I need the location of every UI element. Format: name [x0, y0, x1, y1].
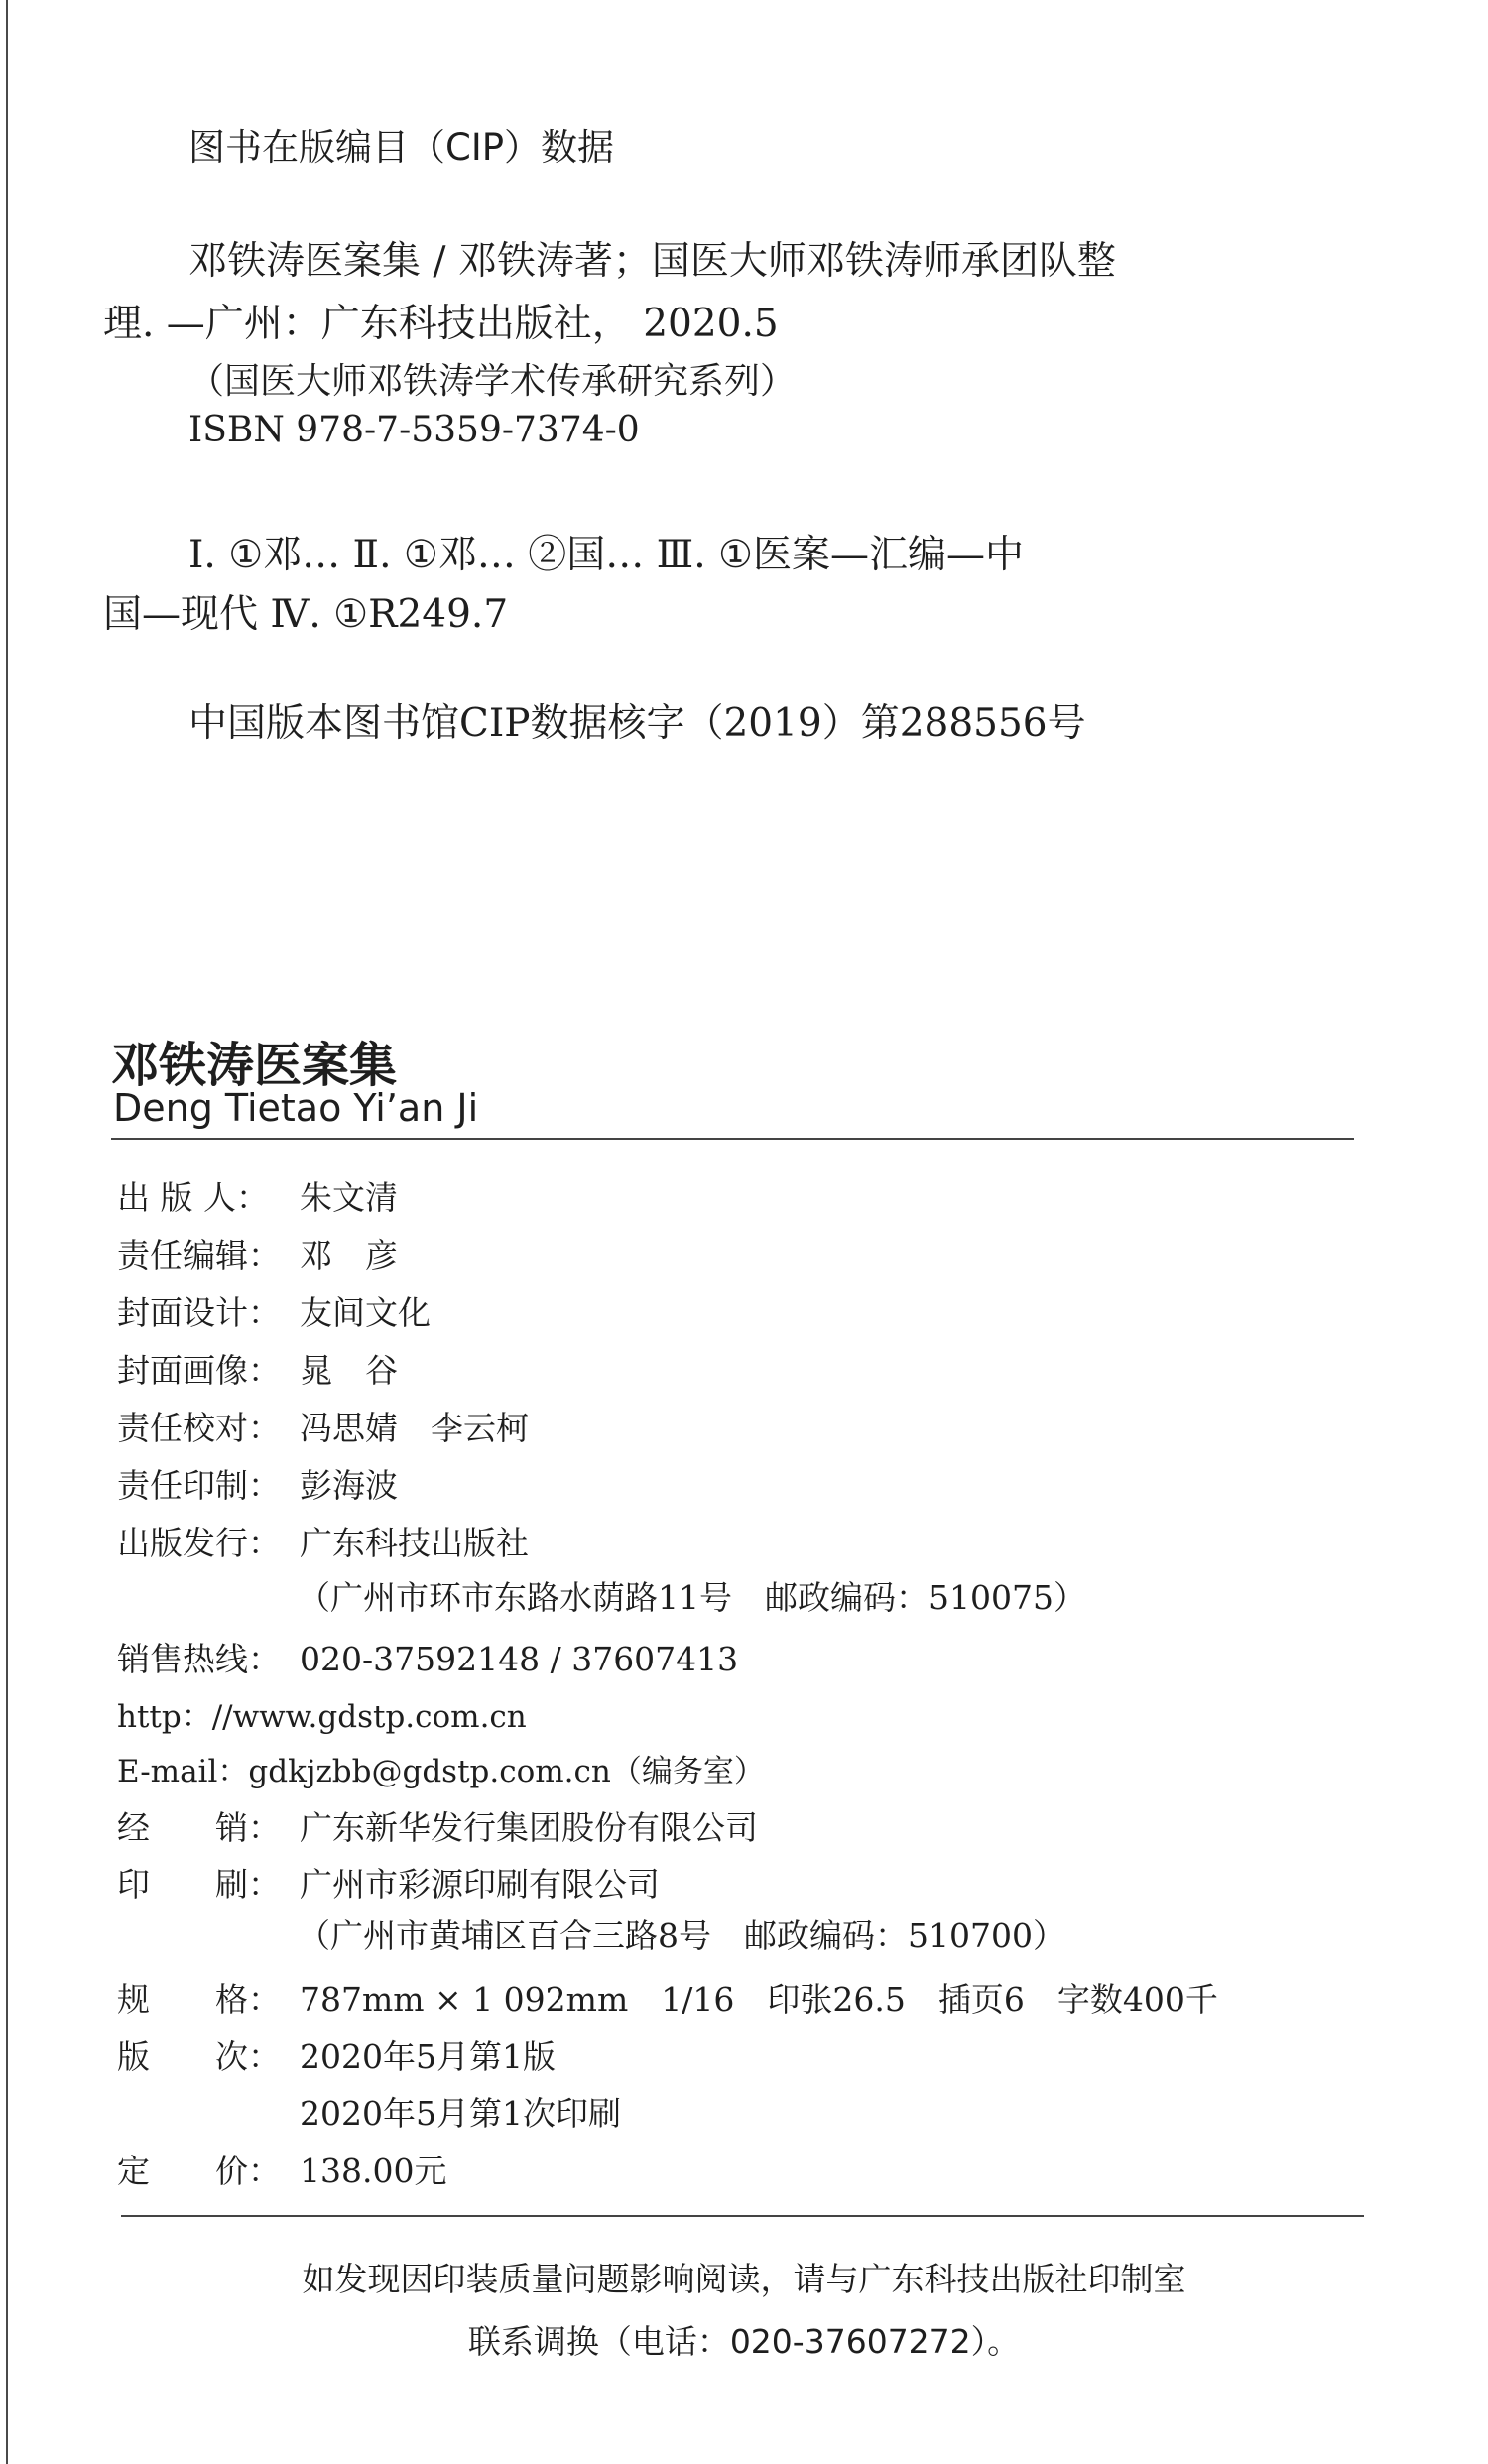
divider-bottom [121, 2215, 1364, 2217]
imprint-value: 广东新华发行集团股份有限公司 [300, 1808, 758, 1847]
cip-description-line-2: 理. —广州：广东科技出版社， 2020.5 [103, 302, 779, 346]
imprint-label: 销售热线： [117, 1640, 281, 1678]
imprint-label: 印 刷： [117, 1865, 281, 1904]
imprint-label: 封面画像： [117, 1351, 281, 1390]
cip-heading: 图书在版编目（CIP）数据 [188, 126, 615, 169]
imprint-row-dealer [117, 1802, 758, 1849]
imprint-row-editor [117, 1230, 398, 1277]
imprint-row-distribution [117, 1518, 529, 1564]
imprint-row-printing-manager [117, 1460, 398, 1507]
imprint-label: 规 格： [117, 1980, 281, 2019]
imprint-row-price [117, 2146, 446, 2192]
imprint-row-proofreading [117, 1403, 529, 1449]
imprint-value: 020-37592148 / 37607413 [300, 1640, 739, 1678]
imprint-row-cover-design [117, 1288, 431, 1334]
imprint-label: 定 价： [117, 2152, 281, 2190]
page-edge [6, 0, 8, 2464]
cip-classification-line-2: 国—现代 Ⅳ. ①R249.7 [103, 592, 509, 637]
cip-isbn: ISBN 978-7-5359-7374-0 [188, 410, 640, 450]
quality-notice-line-2: 联系调换（电话：020-37607272）。 [467, 2322, 1021, 2361]
imprint-row-edition [117, 2032, 556, 2078]
cip-series: （国医大师邓铁涛学术传承研究系列） [188, 361, 797, 402]
imprint-label: 责任印制： [117, 1466, 281, 1505]
book-title-pinyin: Deng Tietao Yi’an Ji [113, 1086, 479, 1130]
imprint-value: 邓 彦 [300, 1236, 398, 1275]
imprint-label: 出 版 人： [117, 1178, 269, 1217]
imprint-value: 冯思婧 李云柯 [300, 1409, 529, 1447]
imprint-website: http：//www.gdstp.com.cn [117, 1699, 527, 1735]
imprint-printer-address: （广州市黄埔区百合三路8号 邮政编码：510700） [298, 1916, 1065, 1955]
imprint-email: E-mail：gdkjzbb@gdstp.com.cn（编务室） [117, 1754, 765, 1789]
imprint-label: 责任编辑： [117, 1236, 281, 1275]
imprint-value: 朱文清 [300, 1178, 398, 1217]
imprint-row-publisher [117, 1172, 398, 1219]
imprint-distribution-address: （广州市环市东路水荫路11号 邮政编码：510075） [298, 1578, 1086, 1617]
imprint-row-cover-image [117, 1345, 398, 1392]
imprint-value: 彭海波 [300, 1466, 398, 1505]
imprint-value: 2020年5月第1版 [300, 2037, 556, 2076]
imprint-value: 广东科技出版社 [300, 1524, 529, 1562]
divider-top [111, 1138, 1354, 1140]
quality-notice-line-1: 如发现因印装质量问题影响阅读，请与广东科技出版社印制室 [302, 2260, 1186, 2298]
imprint-value: 广州市彩源印刷有限公司 [300, 1865, 660, 1904]
book-title: 邓铁涛医案集 [111, 1038, 398, 1093]
cip-description-line-1: 邓铁涛医案集 / 邓铁涛著；国医大师邓铁涛师承团队整 [188, 239, 1116, 284]
imprint-value: 晁 谷 [300, 1351, 398, 1390]
imprint-value: 138.00元 [300, 2152, 447, 2190]
imprint-row-printer [117, 1859, 660, 1906]
imprint-row-hotline [117, 1634, 738, 1680]
imprint-value: 787mm × 1 092mm 1/16 印张26.5 插页6 字数400千 [300, 1980, 1218, 2019]
imprint-label: 责任校对： [117, 1409, 281, 1447]
imprint-value: 友间文化 [300, 1294, 431, 1332]
imprint-label: 经 销： [117, 1808, 281, 1847]
cip-check-number: 中国版本图书馆CIP数据核字（2019）第288556号 [188, 701, 1086, 746]
imprint-label: 版 次： [117, 2037, 281, 2076]
imprint-row-spec [117, 1974, 1218, 2021]
imprint-label: 封面设计： [117, 1294, 281, 1332]
imprint-label: 出版发行： [117, 1524, 281, 1562]
cip-classification-line-1: Ⅰ. ①邓… Ⅱ. ①邓… ②国… Ⅲ. ①医案—汇编—中 [188, 533, 1024, 577]
imprint-printing-date: 2020年5月第1次印刷 [300, 2094, 621, 2133]
